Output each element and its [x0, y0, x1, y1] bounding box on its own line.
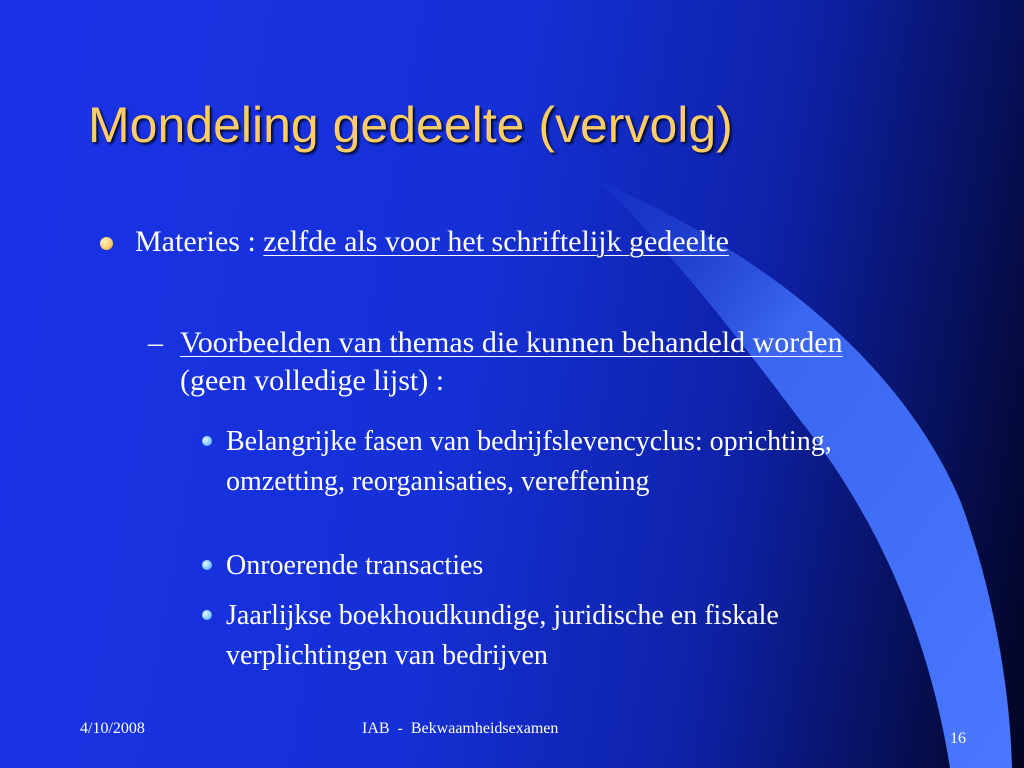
examples-suffix: (geen volledige lijst) : [180, 364, 445, 397]
dash-marker: – [148, 326, 163, 359]
slide-title: Mondeling gedeelte (vervolg) [88, 97, 733, 153]
footer-center: IAB - Bekwaamheidsexamen [362, 720, 559, 737]
list-item-text: Belangrijke fasen van bedrijfslevencyclus: oprichting, omzetting, reorganisaties, vereffening [226, 426, 832, 497]
bullet-prefix: Materies : [135, 225, 264, 258]
bullet-dot-icon [202, 610, 212, 620]
list-item-text: Jaarlijkse boekhoudkundige, juridische en fiskale verplichtingen van bedrijven [226, 600, 779, 671]
footer-page-number: 16 [950, 730, 966, 747]
bullet-dot-icon [100, 237, 113, 250]
examples-link[interactable]: Voorbeelden van themas die kunnen behandeld worden [180, 326, 843, 359]
bullet-dot-icon [202, 436, 212, 446]
subject-link[interactable]: zelfde als voor het schriftelijk gedeelte [263, 225, 729, 258]
bullet-dot-icon [202, 560, 212, 570]
footer-date: 4/10/2008 [80, 720, 145, 737]
list-item-text: Onroerende transacties [226, 550, 484, 581]
